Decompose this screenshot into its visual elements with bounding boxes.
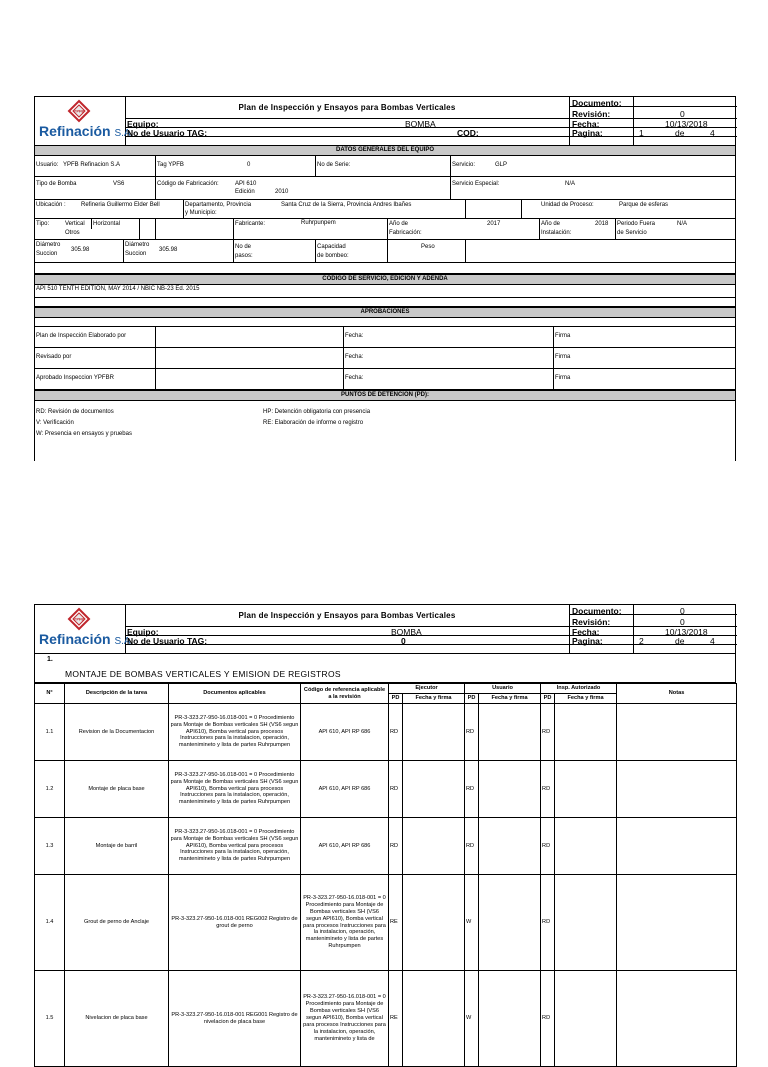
tag-label: No de Usuario TAG: [127, 636, 208, 646]
row-diametros: Diámetro Succion 305.98 Diámetro Succion 305.98 No de pasos: Capacidad de bombeo: Peso [34, 240, 736, 263]
pagina-label: Pagina: [572, 636, 603, 646]
tag-label: No de Usuario TAG: [127, 128, 208, 138]
documento-label: Documento: [572, 98, 622, 108]
section-aprobaciones: APROBACIONES [34, 307, 736, 318]
aprobacion-row: Revisado por Fecha: Firma [34, 348, 736, 369]
section-puntos: PUNTOS DE DETENCION (PD): [34, 390, 736, 401]
equipo-value: BOMBA [391, 627, 422, 637]
logo-brand: Refinación S.A [39, 123, 131, 139]
aprobacion-row: Plan de Inspección Elaborado por Fecha: Firma [34, 327, 736, 348]
col-notas: Notas [617, 684, 737, 704]
col-insp: Insp. Autorizado [541, 684, 617, 694]
pagina-de: de [675, 636, 685, 646]
table-row: 1.3 Montaje de barril PR-3-323.27-950-16.018-001 = 0 Procedimiento para Montaje de Bombas verticales SH (VS6 segun API610), Bomba vertical para procesos Instrucciones para la instalacion, operación, mantenimineto y lista de partes Ruhrpumpen API 610, API RP 686 RD RD RD [35, 818, 737, 875]
revision-label: Revisión: [572, 109, 611, 119]
equipo-label: Equipo: [127, 627, 159, 637]
puntos-legend: RD: Revisión de documentos V: Verificación W: Presencia en ensayos y pruebas HP: Detención obligatoria con presencia RE: Elaboración de informe o registro [34, 401, 736, 461]
table-row: 1.2 Montaje de placa base PR-3-323.27-950-16.018-001 = 0 Procedimiento para Montaje de Bombas verticales SH (VS6 segun API610), Bomba vertical para procesos Instrucciones para la instalacion, operación, mantenimineto y lista de partes Ruhrpumpen API 610, API RP 686 RD RD RD [35, 761, 737, 818]
col-desc: Descripción de la tarea [65, 684, 169, 704]
documento-value: 0 [680, 606, 685, 616]
page-title: Plan de Inspección y Ensayos para Bombas Verticales [238, 103, 456, 112]
revision-value: 0 [680, 617, 685, 627]
page-2-header [34, 604, 736, 653]
logo-badge: YPFB [73, 616, 85, 622]
col-usuario: Usuario [465, 684, 541, 694]
col-docs: Documentos aplicables [169, 684, 301, 704]
table-row: 1.4 Grout de perno de Anclaje PR-3-323.27-950-16.018-001 REG002 Registro de grout de perno PR-3-323.27-950-16.018-001 = 0 Procedimiento para Montaje de Bombas verticales SH (VS6 segun API610), Bomba vertical para procesos Instrucciones para la instalacion, operación, mantenimineto y lista de partes Ruhrpumpen RE W RD [35, 875, 737, 971]
company-logo [35, 97, 131, 145]
page-1-header [34, 96, 736, 145]
col-cod: Código de referencia aplicable a la revisión [301, 684, 389, 704]
pagina-total: 4 [710, 128, 715, 138]
company-logo [35, 605, 131, 653]
section-1-title: 1. MONTAJE DE BOMBAS VERTICALES Y EMISION DE REGISTROS [34, 653, 736, 683]
ypfb-diamond-icon [68, 608, 90, 630]
section-datos-generales: DATOS GENERALES DEL EQUIPO [34, 145, 736, 156]
revision-label: Revisión: [572, 617, 611, 627]
pagina-value: 1 [639, 128, 644, 138]
tasks-table: N° Descripción de la tarea Documentos aplicables Código de referencia aplicable a la revisión Ejecutor Usuario Insp. Autorizado Notas PD Fecha y firma PD Fecha y firma PD Fecha y firma 1.1 Revision de la Documentacion PR-3-323.27-950-16.018-001 = 0 Procedimiento para Montaje de Bombas verticales SH (VS6 segun API610), Bomba vertical para procesos Instrucciones para la instalacion, operación, mantenimineto y lista de partes Ruhrpumpen API 610, API RP 686 RD RD RD 1.2 Montaje de placa base PR-3-323.27-950-16.018-001 = 0 Procedimiento para Montaje de Bombas verticales SH (VS6 segun API610), Bomba vertical para procesos Instrucciones para la instalacion, operación, mantenimineto y lista de partes Ruhrpumpen API 610, API RP 686 RD RD RD 1.3 Montaje de barril PR-3-323.27-950-16.018-001 = 0 Procedimiento para Montaje de Bombas verticales SH (VS6 segun API610), Bomba vertical para procesos Instrucciones para la instalacion, operación, mantenimineto y lista de partes Ruhrpumpen API 610, API RP 686 RD RD RD 1.4 Grout de perno de Anclaje PR-3-323.27-950-16.018-001 REG002 Registro de grout de perno PR-3-323.27-950-16.018-001 = 0 Procedimiento para Montaje de Bombas verticales SH (VS6 segun API610), Bomba vertical para procesos Instrucciones para la instalacion, operación, mantenimineto y lista de partes Ruhrpumpen RE W RD 1.5 Nivelacion de placa base PR-3-323.27-950-16.018-001 REG001 Registro de nivelacion de placa base PR-3-323.27-950-16.018-001 = 0 Procedimiento para Montaje de Bombas verticales SH (VS6 segun API610), Bomba vertical para procesos Instrucciones para la instalacion, operación, mantenimineto y lista de RE W RD [34, 683, 737, 1067]
revision-value: 0 [680, 109, 685, 119]
page-1 [34, 96, 736, 468]
col-ejecutor: Ejecutor [389, 684, 465, 694]
pagina-label: Pagina: [572, 128, 603, 138]
table-row: 1.1 Revision de la Documentacion PR-3-323.27-950-16.018-001 = 0 Procedimiento para Montaje de Bombas verticales SH (VS6 segun API610), Bomba vertical para procesos Instrucciones para la instalacion, operación, mantenimineto y lista de partes Ruhrpumpen API 610, API RP 686 RD RD RD [35, 704, 737, 761]
fecha-value: 10/13/2018 [665, 627, 708, 637]
documento-label: Documento: [572, 606, 622, 616]
fecha-label: Fecha: [572, 627, 600, 637]
aprobacion-row: Aprobado Inspeccion YPFBR Fecha: Firma [34, 369, 736, 390]
row-tipo-bomba: Tipo de Bomba VS6 Código de Fabricación: API 610 Edición 2010 Servicio Especial: N/A [34, 177, 736, 200]
row-ubicacion: Ubicación : Refineria Guillermo Elder Bell Departamento, Provincia y Municipio: Santa Cruz de la Sierra, Provincia Andres Ibañes Unidad de Proceso: Parque de esferas [34, 200, 736, 219]
row-tipo: Tipo: Vertical Otros Horizontal Fabricante: Ruhrpunpem Año de Fabricación: 2017 Año de Instalación: 2018 Periodo Fuera de Servicio N/A [34, 219, 736, 240]
table-row: 1.5 Nivelacion de placa base PR-3-323.27-950-16.018-001 REG001 Registro de nivelacion de placa base PR-3-323.27-950-16.018-001 = 0 Procedimiento para Montaje de Bombas verticales SH (VS6 segun API610), Bomba vertical para procesos Instrucciones para la instalacion, operación, mantenimineto y lista de RE W RD [35, 971, 737, 1067]
logo-brand: Refinación S.A [39, 631, 131, 647]
equipo-value: BOMBA [405, 119, 436, 129]
row-usuario: Usuario: YPFB Refinacion S.A Tag YPFB 0 No de Serie: Servicio: GLP [34, 156, 736, 177]
page-title: Plan de Inspección y Ensayos para Bombas Verticales [238, 611, 456, 620]
cod-label: COD: [457, 128, 479, 138]
section-codigo: CODIGO DE SERVICIO, EDICION Y ADENDA [34, 274, 736, 285]
pagina-de: de [675, 128, 685, 138]
fecha-value: 10/13/2018 [665, 119, 708, 129]
pagina-value: 2 [639, 636, 644, 646]
ypfb-diamond-icon [68, 100, 90, 122]
page-2 [34, 604, 736, 1042]
pagina-total: 4 [710, 636, 715, 646]
equipo-label: Equipo: [127, 119, 159, 129]
tag-value: 0 [401, 636, 406, 646]
row-codigo: API 510 TENTH EDITION, MAY 2014 / NBIC NB-23 Ed. 2015 [34, 285, 736, 298]
col-n: N° [35, 684, 65, 704]
logo-badge: YPFB [73, 108, 85, 114]
fecha-label: Fecha: [572, 119, 600, 129]
